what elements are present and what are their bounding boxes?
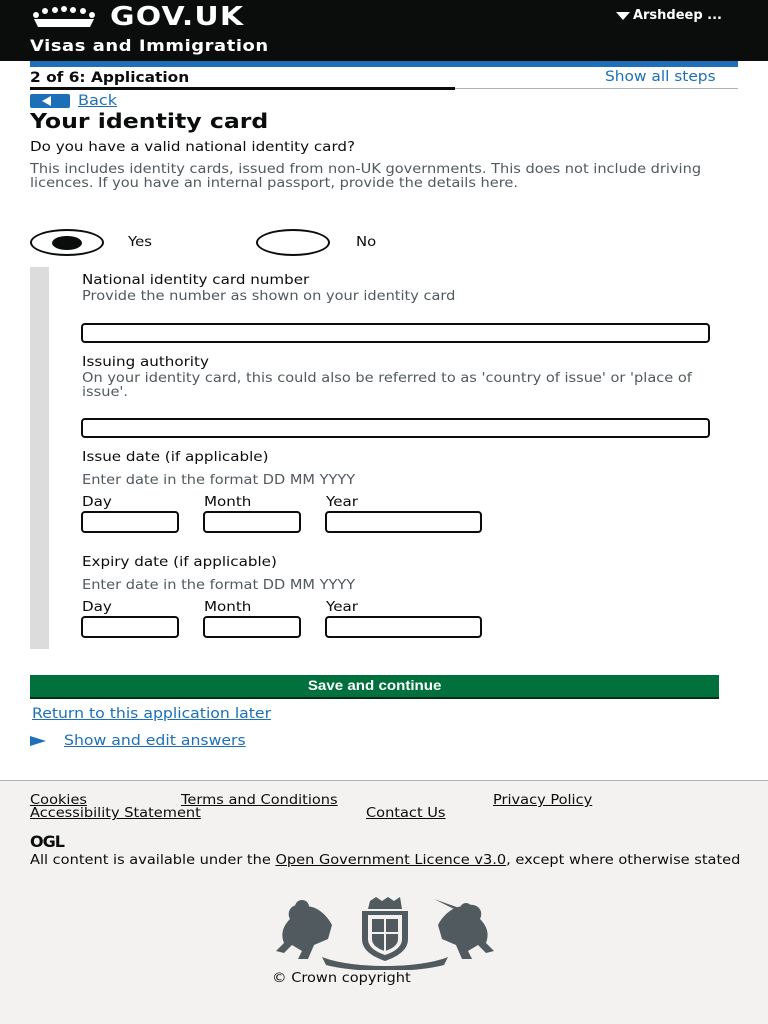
issue-year-input[interactable]	[325, 511, 482, 533]
issue-day-input[interactable]	[81, 511, 179, 533]
step-label: 2 of 6: Application	[30, 70, 190, 86]
radio-no-label[interactable]: No	[356, 234, 377, 250]
expiry-month-input[interactable]	[203, 616, 301, 638]
save-button-label: Save and continue	[307, 678, 442, 693]
royal-coat-of-arms-icon[interactable]	[262, 895, 508, 970]
card-number-label: National identity card number	[82, 272, 310, 288]
show-edit-answers-link[interactable]: Show and edit answers	[64, 733, 246, 749]
issue-month-input[interactable]	[203, 511, 301, 533]
expiry-year-label: Year	[326, 599, 359, 615]
radio-selected-dot	[52, 236, 82, 250]
service-name[interactable]: Visas and Immigration	[30, 36, 269, 55]
issue-date-label: Issue date (if applicable)	[82, 449, 269, 465]
back-arrow-icon[interactable]	[30, 94, 70, 108]
expiry-date-label: Expiry date (if applicable)	[82, 554, 277, 570]
crown-icon[interactable]	[30, 6, 98, 28]
govuk-logo-text[interactable]: GOV.UK	[110, 2, 245, 32]
question-label: Do you have a valid national identity card?	[30, 139, 356, 155]
show-all-steps-link[interactable]: Show all steps	[605, 69, 716, 85]
expiry-day-input[interactable]	[81, 616, 179, 638]
issue-year-label: Year	[326, 494, 359, 510]
step-indicator	[30, 68, 738, 90]
open-government-licence-link[interactable]: Open Government Licence v3.0	[275, 853, 507, 868]
caret-down-icon	[616, 12, 630, 20]
issue-day-label: Day	[82, 494, 112, 510]
radio-yes[interactable]	[30, 229, 104, 256]
user-menu[interactable]	[616, 8, 722, 23]
back-link-group[interactable]	[30, 93, 118, 109]
step-progress-bar	[30, 87, 455, 90]
conditional-panel-border	[30, 267, 49, 649]
save-and-continue-button[interactable]	[30, 675, 719, 697]
licence-text	[30, 854, 747, 867]
footer-cookies-link[interactable]: Cookies	[30, 793, 88, 808]
step-progress-track	[455, 88, 738, 89]
header-accent-bar	[30, 61, 738, 67]
licence-suffix: , except where otherwise stated	[506, 853, 741, 868]
card-number-hint: Provide the number as shown on your identity card	[82, 289, 456, 304]
expiry-month-label: Month	[204, 599, 252, 615]
ogl-logo: OGL	[30, 832, 64, 851]
back-link[interactable]: Back	[78, 93, 118, 109]
triangle-right-icon[interactable]	[30, 736, 46, 746]
footer-privacy-link[interactable]: Privacy Policy	[493, 793, 593, 808]
gov-header	[0, 0, 768, 61]
expiry-day-label: Day	[82, 599, 112, 615]
crown-copyright[interactable]: © Crown copyright	[272, 971, 411, 986]
authority-hint: On your identity card, this could also be referred to as 'country of issue' or 'place of issue'.	[82, 371, 692, 400]
footer-terms-link[interactable]: Terms and Conditions	[181, 793, 338, 808]
radio-no[interactable]	[256, 229, 330, 256]
radio-yes-label[interactable]: Yes	[128, 234, 152, 250]
licence-prefix: All content is available under the	[30, 853, 276, 868]
card-number-input[interactable]	[81, 323, 710, 343]
user-name: Arshdeep ...	[632, 8, 722, 23]
expiry-year-input[interactable]	[325, 616, 482, 638]
authority-label: Issuing authority	[82, 354, 209, 370]
return-later-link[interactable]: Return to this application later	[32, 706, 272, 722]
issue-month-label: Month	[204, 494, 252, 510]
expiry-date-hint: Enter date in the format DD MM YYYY	[82, 578, 356, 593]
footer-accessibility-link[interactable]: Accessibility Statement	[30, 806, 201, 821]
footer-contact-link[interactable]: Contact Us	[366, 806, 446, 821]
authority-input[interactable]	[81, 418, 710, 438]
question-hint: This includes identity cards, issued from non-UK governments. This does not include driving licences. If you have an internal passport, provide the details here.	[30, 162, 702, 191]
issue-date-hint: Enter date in the format DD MM YYYY	[82, 473, 356, 488]
page-title: Your identity card	[30, 109, 269, 133]
